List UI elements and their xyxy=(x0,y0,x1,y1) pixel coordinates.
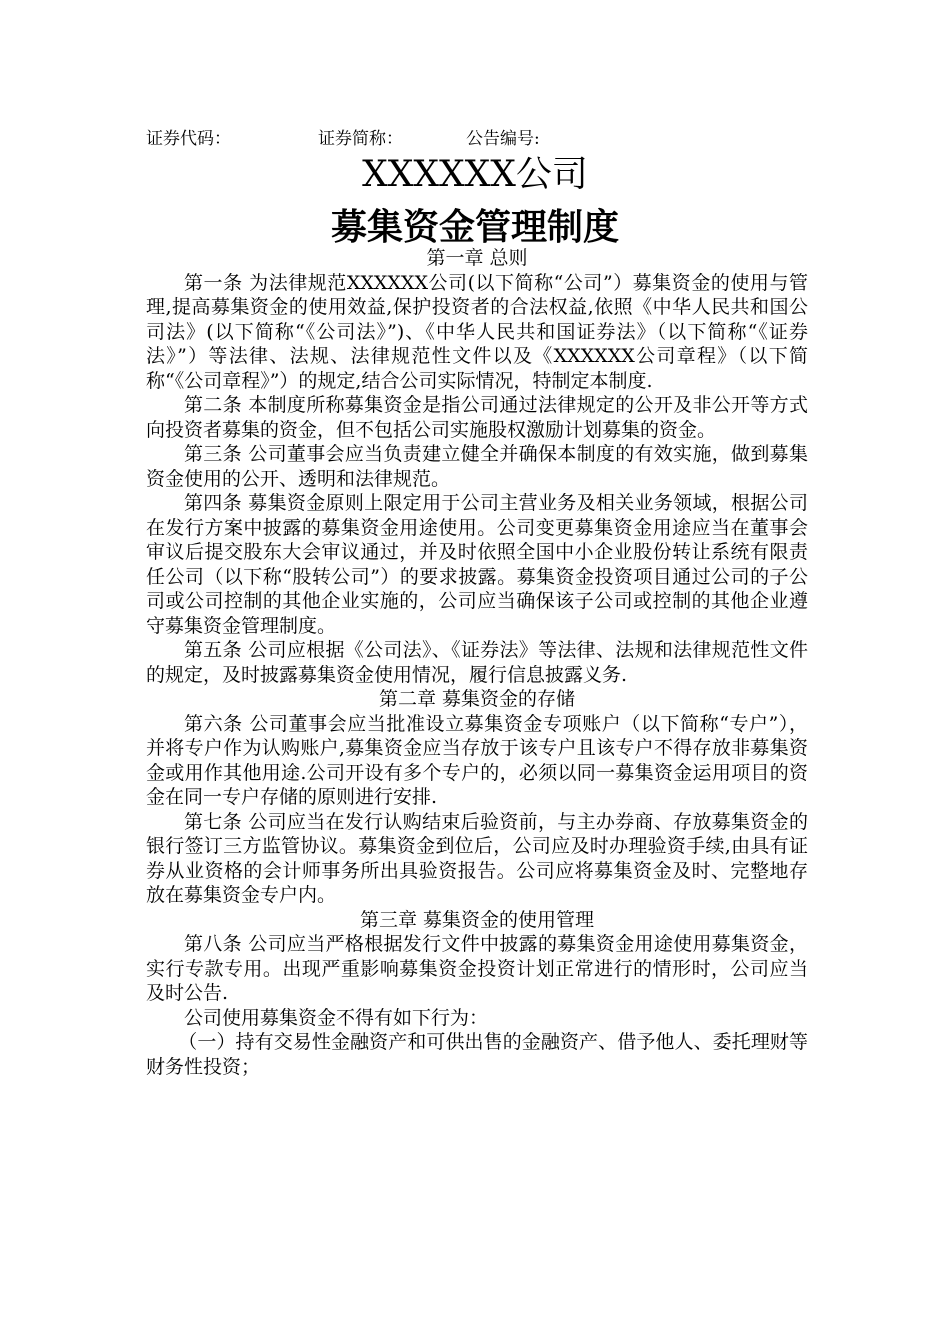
article-paragraph: 第二条 本制度所称募集资金是指公司通过法律规定的公开及非公开等方式向投资者募集的资金，但不包括公司实施股权激励计划募集的资金。 xyxy=(146,394,808,441)
document-body xyxy=(146,246,808,1079)
document-title: 募集资金管理制度 xyxy=(330,206,619,248)
article-paragraph: 第四条 募集资金原则上限定用于公司主营业务及相关业务领域，根据公司在发行方案中披露的募集资金用途使用。公司变更募集资金用途应当在董事会审议后提交股东大会审议通过，并及时依照全国中小企业股份转让系统有限责任公司（以下称“股转公司”）的要求披露。募集资金投资项目通过公司的子公司或公司控制的其他企业实施的，公司应当确保该子公司或控制的其他企业遵守募集资金管理制度。 xyxy=(146,492,808,637)
stock-code-label: 证券代码： xyxy=(146,129,231,149)
header-meta xyxy=(146,124,540,149)
chapter-heading: 第三章 募集资金的使用管理 xyxy=(359,908,595,931)
stock-abbr-label: 证券简称： xyxy=(318,129,403,149)
article-paragraph: 第五条 公司应根据《公司法》、《证券法》等法律、法规和法律规范性文件的规定，及时披露募集资金使用情况，履行信息披露义务. xyxy=(146,639,808,686)
list-item-paragraph: （一）持有交易性金融资产和可供出售的金融资产、借予他人、委托理财等财务性投资； xyxy=(146,1031,808,1078)
chapter-heading: 第二章 募集资金的存储 xyxy=(378,688,576,710)
company-name: XXXXXX公司 xyxy=(362,154,588,195)
chapter-heading: 第一章 总则 xyxy=(426,247,528,269)
article-paragraph: 第八条 公司应当严格根据发行文件中披露的募集资金用途使用募集资金，实行专款专用。出现严重影响募集资金投资计划正常进行的情形时，公司应当及时公告. xyxy=(146,933,808,1004)
article-paragraph: 第六条 公司董事会应当批准设立募集资金专项账户（以下简称“专户”）， 并将专户作为认购账户,募集资金应当存放于该专户且该专户不得存放非募集资金或用作其他用途.公司开设有多个专户的，必须以同一募集资金运用项目的资金在同一专户存储的原则进行安排. xyxy=(146,712,808,808)
notice-no-label: 公告编号: xyxy=(466,129,540,149)
article-paragraph: 第一条 为法律规范XXXXXX公司(以下简称“公司”）募集资金的使用与管理,提高募集资金的使用效益,保护投资者的合法权益,依照《中华人民共和国公司法》(以下简称“《公司法》”)、《中华人民共和国证券法》（以下简称“《证券法》”）等法律、法规、法律规范性文件以及《XXXXXX公司章程》（以下简称“《公司章程》”）的规定,结合公司实际情况，特制定本制度. xyxy=(146,271,808,392)
article-paragraph: 公司使用募集资金不得有如下行为： xyxy=(184,1006,489,1029)
article-paragraph: 第七条 公司应当在发行认购结束后验资前，与主办券商、存放募集资金的银行签订三方监管协议。募集资金到位后，公司应及时办理验资手续,由具有证券从业资格的会计师事务所出具验资报告。公司应将募集资金及时、完整地存放在募集资金专户内。 xyxy=(146,810,808,906)
article-paragraph: 第三条 公司董事会应当负责建立健全并确保本制度的有效实施，做到募集资金使用的公开、透明和法律规范。 xyxy=(146,443,808,490)
